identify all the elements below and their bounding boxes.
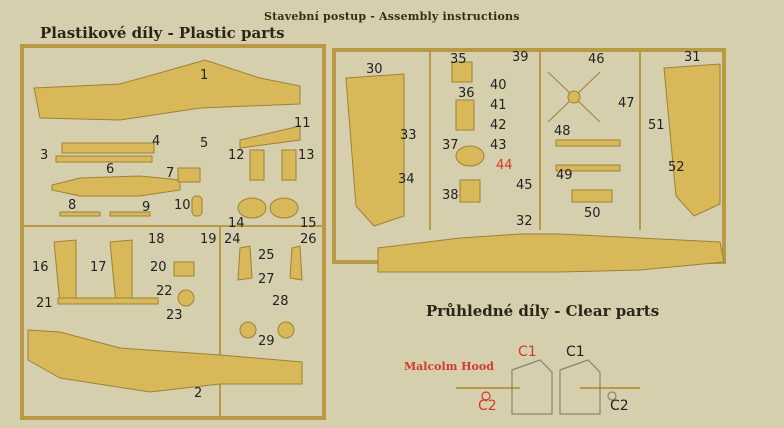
part-number-26: 26 (300, 232, 317, 247)
part-17 (110, 240, 132, 304)
part-number-27: 27 (258, 272, 275, 287)
part-number-29: 29 (258, 334, 275, 349)
part-22 (178, 290, 194, 306)
part-number-20: 20 (150, 260, 167, 275)
part-number-7: 7 (166, 166, 175, 181)
part-number-23: 23 (166, 308, 183, 323)
part-16 (54, 240, 76, 304)
part-number-11: 11 (294, 116, 311, 131)
c2-label-b: C2 (610, 398, 629, 414)
part-number-15: 15 (300, 216, 317, 231)
part-number-13: 13 (298, 148, 315, 163)
part-21 (58, 298, 158, 304)
part-30-wing (346, 74, 404, 226)
part-number-17: 17 (90, 260, 107, 275)
part-26 (290, 246, 302, 280)
part-number-46: 46 (588, 52, 605, 67)
part-number-10: 10 (174, 198, 191, 213)
part-number-34: 34 (398, 172, 415, 187)
part-number-47: 47 (618, 96, 635, 111)
part-10 (192, 196, 202, 216)
part-50 (572, 190, 612, 202)
part-number-48: 48 (554, 124, 571, 139)
part-29b (278, 322, 294, 338)
part-31-wing (664, 64, 720, 216)
part-number-35: 35 (450, 52, 467, 67)
part-number-49: 49 (556, 168, 573, 183)
part-number-25: 25 (258, 248, 275, 263)
part-number-45: 45 (516, 178, 533, 193)
part-36 (456, 100, 474, 130)
part-number-18: 18 (148, 232, 165, 247)
part-number-33: 33 (400, 128, 417, 143)
part-number-4: 4 (152, 134, 161, 149)
part-15 (270, 198, 298, 218)
c1-label-b: C1 (566, 344, 585, 360)
part-13 (282, 150, 296, 180)
part-number-1: 1 (200, 68, 209, 83)
part-number-41: 41 (490, 98, 507, 113)
part-number-30: 30 (366, 62, 383, 77)
part-38 (460, 180, 480, 202)
part-4 (62, 143, 154, 153)
c2-label: C2 (478, 398, 497, 414)
part-number-31: 31 (684, 50, 701, 65)
part-number-14: 14 (228, 216, 245, 231)
part-number-9: 9 (142, 200, 151, 215)
part-number-50: 50 (584, 206, 601, 221)
part-number-51: 51 (648, 118, 665, 133)
part-11 (240, 126, 300, 148)
part-number-28: 28 (272, 294, 289, 309)
part-24 (238, 246, 252, 280)
part-number-22: 22 (156, 284, 173, 299)
part-29a (240, 322, 256, 338)
part-8 (60, 212, 100, 216)
part-number-38: 38 (442, 188, 459, 203)
part-number-8: 8 (68, 198, 77, 213)
part-number-39: 39 (512, 50, 529, 65)
plastic-parts-title: Plastikové díly - Plastic parts (40, 24, 285, 42)
c1-label: C1 (518, 344, 537, 360)
part-number-2: 2 (194, 386, 203, 401)
part-number-21: 21 (36, 296, 53, 311)
part-number-43: 43 (490, 138, 507, 153)
part-32-wing (378, 234, 724, 272)
part-number-42: 42 (490, 118, 507, 133)
part-number-24: 24 (224, 232, 241, 247)
part-1-fuselage-half (34, 60, 300, 120)
clear-parts-title: Průhledné díly - Clear parts (426, 302, 660, 320)
part-number-6: 6 (106, 162, 115, 177)
part-number-5: 5 (200, 136, 209, 151)
header-title: Stavební postup - Assembly instructions (264, 10, 520, 23)
part-number-36: 36 (458, 86, 475, 101)
part-number-3: 3 (40, 148, 49, 163)
part-6 (52, 176, 180, 196)
part-48 (556, 140, 620, 146)
part-number-32: 32 (516, 214, 533, 229)
part-number-40: 40 (490, 78, 507, 93)
part-number-37: 37 (442, 138, 459, 153)
part-20 (174, 262, 194, 276)
part-12 (250, 150, 264, 180)
part-number-44: 44 (496, 158, 513, 173)
part-7 (178, 168, 200, 182)
part-37 (456, 146, 484, 166)
part-number-19: 19 (200, 232, 217, 247)
part-14 (238, 198, 266, 218)
part-number-12: 12 (228, 148, 245, 163)
part-number-52: 52 (668, 160, 685, 175)
malcolm-hood-label: Malcolm Hood (404, 360, 494, 373)
part-number-16: 16 (32, 260, 49, 275)
part-4b (56, 156, 152, 162)
